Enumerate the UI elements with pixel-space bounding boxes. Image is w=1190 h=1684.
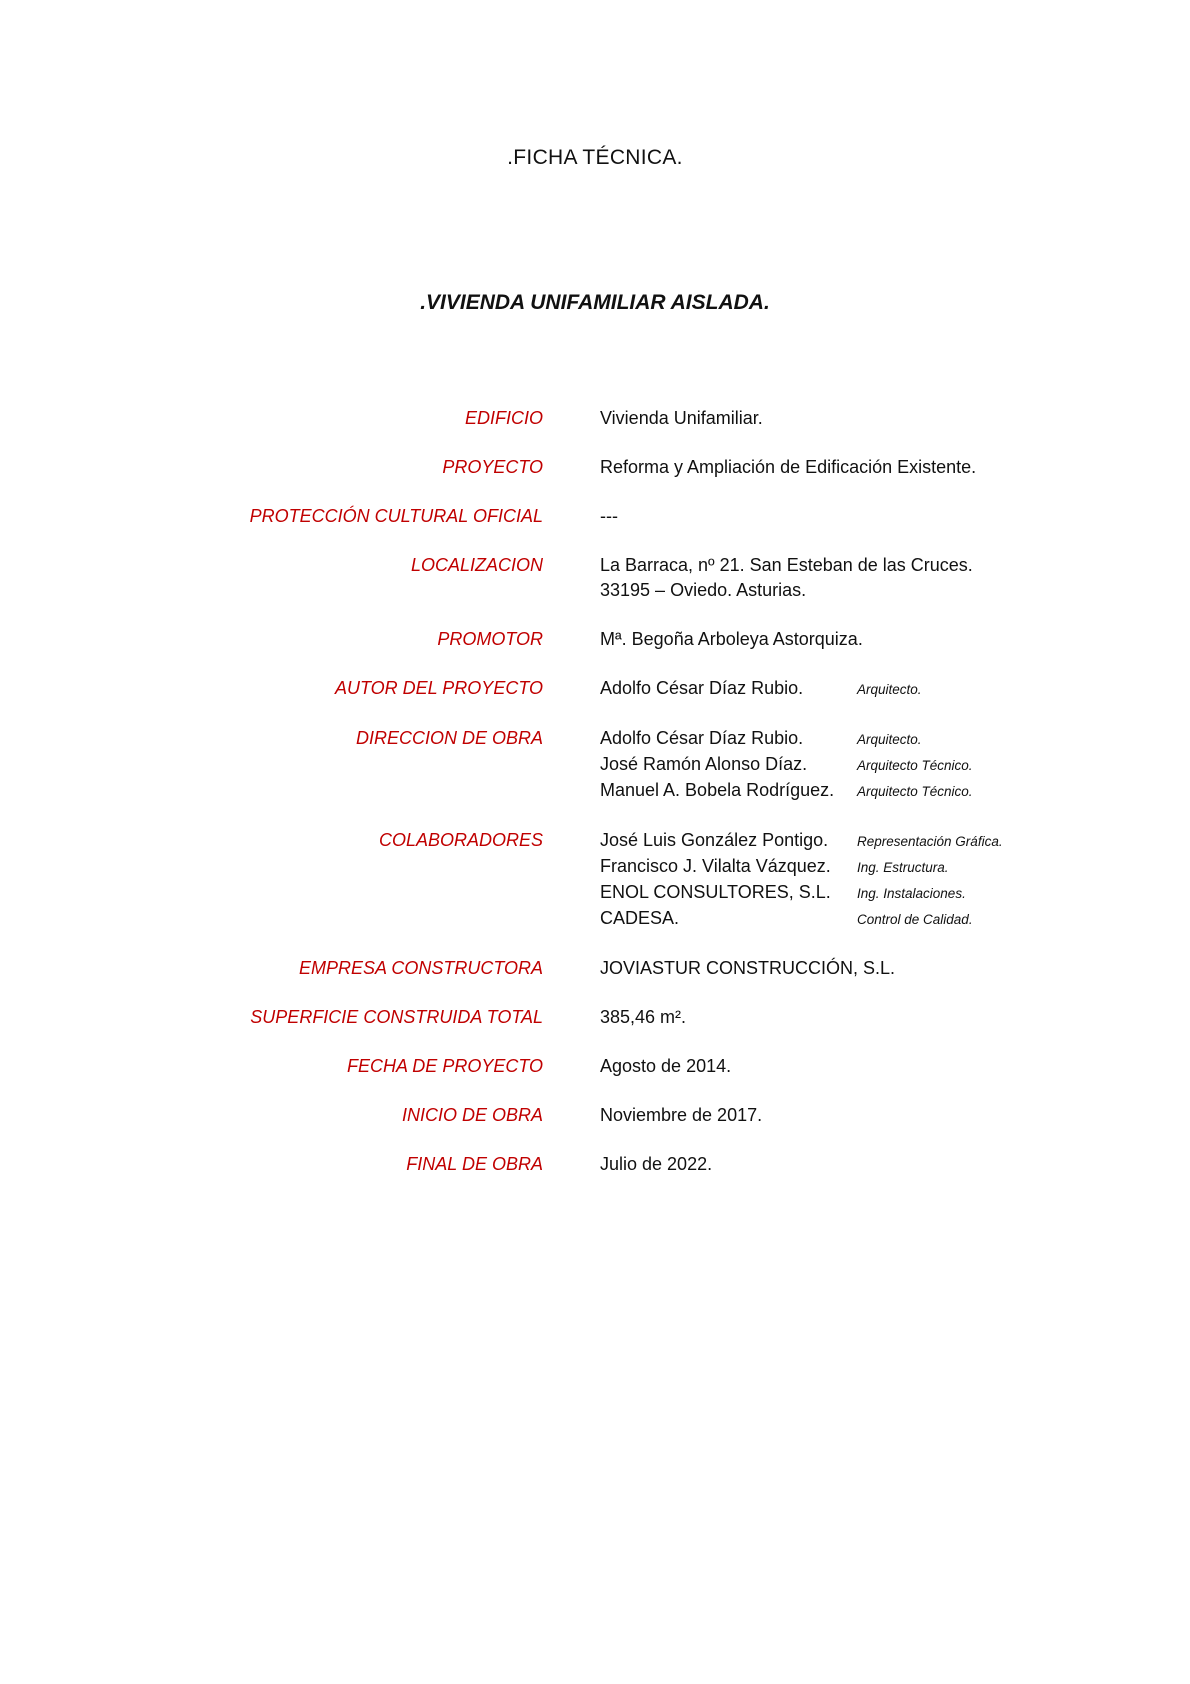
field-values [600,1054,731,1079]
field-label: FECHA DE PROYECTO [346,1056,543,1076]
field-values [600,553,973,603]
field-values [600,956,895,981]
field-values [600,504,618,529]
field-values [600,726,973,804]
person-name: José Luis González Pontigo. [600,830,829,850]
row-autor [0,676,1190,702]
field-label: FINAL DE OBRA [406,1154,543,1174]
field-value: 385,46 m². [600,1007,687,1027]
document-title: .FICHA TÉCNICA. [507,146,683,169]
field-label: AUTOR DEL PROYECTO [334,678,543,698]
field-label: COLABORADORES [378,830,543,850]
field-values [600,1152,712,1177]
row-final-obra [0,1152,1190,1177]
field-label: INICIO DE OBRA [401,1105,543,1125]
row-superficie [0,1005,1190,1030]
person-role: Arquitecto. [857,682,922,697]
field-label: SUPERFICIE CONSTRUIDA TOTAL [250,1007,543,1027]
row-fecha-proyecto [0,1054,1190,1079]
person-name: CADESA. [600,908,680,928]
row-localizacion [0,553,1190,603]
person-name: Francisco J. Vilalta Vázquez. [600,856,831,876]
row-proteccion [0,504,1190,529]
person-name: ENOL CONSULTORES, S.L. [600,882,831,902]
row-edificio [0,406,1190,431]
row-inicio-obra [0,1103,1190,1128]
field-label: DIRECCION DE OBRA [355,728,543,748]
field-values [600,676,922,702]
field-value: Mª. Begoña Arboleya Astorquiza. [600,629,863,649]
person-role: Representación Gráfica. [857,834,1003,849]
field-values [600,1103,762,1128]
field-value: --- [600,506,618,526]
field-value: Julio de 2022. [600,1154,713,1174]
field-values [600,1005,686,1030]
row-colaboradores [0,828,1190,932]
person-role: Ing. Estructura. [857,860,949,875]
field-value: JOVIASTUR CONSTRUCCIÓN, S.L. [600,958,896,978]
field-value: 33195 – Oviedo. Asturias. [600,580,807,600]
field-values [600,406,763,431]
field-values [600,455,976,480]
person-role: Arquitecto Técnico. [857,784,973,799]
person-name: Adolfo César Díaz Rubio. [600,678,804,698]
field-value: Reforma y Ampliación de Edificación Existente. [600,457,977,477]
technical-sheet [0,406,1190,1177]
field-label: EDIFICIO [464,408,543,428]
field-label: LOCALIZACION [410,555,543,575]
person-role: Ing. Instalaciones. [857,886,966,901]
person-name: Manuel A. Bobela Rodríguez. [600,780,835,800]
person-role: Arquitecto Técnico. [857,758,973,773]
row-promotor [0,627,1190,652]
field-label: PROYECTO [442,457,543,477]
field-label: EMPRESA CONSTRUCTORA [298,958,543,978]
person-role: Arquitecto. [857,732,922,747]
field-value: Agosto de 2014. [600,1056,732,1076]
field-value: La Barraca, nº 21. San Esteban de las Cruces. [600,555,973,575]
field-label: PROMOTOR [437,629,543,649]
person-role: Control de Calidad. [857,912,973,927]
person-name: Adolfo César Díaz Rubio. [600,728,804,748]
field-values [600,627,863,652]
row-direccion [0,726,1190,804]
field-label: PROTECCIÓN CULTURAL OFICIAL [249,506,543,526]
row-empresa [0,956,1190,981]
field-value: Noviembre de 2017. [600,1105,763,1125]
document-subtitle: .VIVIENDA UNIFAMILIAR AISLADA. [420,291,770,314]
field-value: Vivienda Unifamiliar. [600,408,763,428]
person-name: José Ramón Alonso Díaz. [600,754,808,774]
field-values [600,828,1003,932]
row-proyecto [0,455,1190,480]
